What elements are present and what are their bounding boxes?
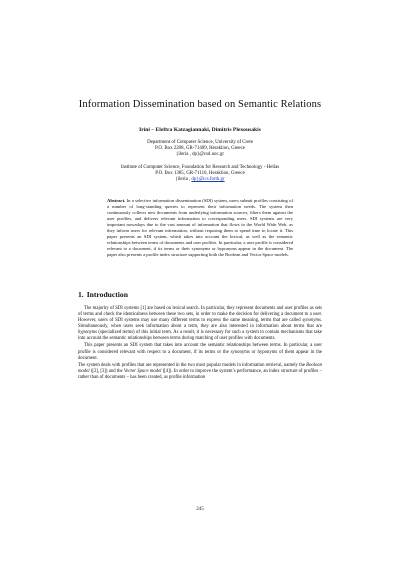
section-heading xyxy=(78,290,128,299)
email-link[interactable]: dp}@ics.forth.gr xyxy=(191,177,225,182)
affiliation-institute-email xyxy=(0,177,400,183)
italic-term: synonyms xyxy=(302,318,321,324)
italic-term: Vector Space model xyxy=(123,368,162,374)
section-number: 1. xyxy=(78,290,84,299)
body-text xyxy=(78,306,322,382)
paragraph xyxy=(78,306,322,342)
paper-title: Information Dissemination based on Semantic Relations xyxy=(78,99,322,110)
email-prefix: {ileria , xyxy=(175,177,192,182)
text-run: ([2], [3]) and the xyxy=(89,368,124,374)
text-run: The system deals with profiles that are represented in the two most popular models in information retrieval, namely the xyxy=(78,362,307,368)
abstract-label: Abstract. xyxy=(107,198,126,203)
affiliation-institute-name: Institute of Computer Science, Foundation for Research and Technology - Hellas xyxy=(120,165,280,170)
affiliation-university xyxy=(0,140,400,158)
paper-authors: Irini – Eleftra Katzagiannaki, Dimitris Plexousakis xyxy=(139,127,261,133)
abstract xyxy=(107,198,293,258)
affiliation-institute xyxy=(0,165,400,183)
affiliation-university-email: {ileria , dp}@csd.uoc.gr xyxy=(176,152,224,157)
page-number: 245 xyxy=(196,507,204,512)
abstract-text: In a selective information dissemination (SDI) system, users submit profiles consisting of a number of long-standing queries to represent their information needs. The system then continuously collects new documents from underlying information sources, filters them against the user profiles, and delivers relevant information to corresponding users. SDI systems are very important nowadays due to the vast amount of information that flows in the World Wide Web, as they inform users for relevant information, without requiring them to spend time to locate it. This paper presents an SDI system, which takes into account the lexical, as well as the semantic relationships between terms of documents and user profiles. In particular, a user profile is considered relevant to a document, if its terms or their synonyms or hyponyms appear in the document. The paper also presents a profile index structure supporting both the Boolean and Vector Space models. xyxy=(107,198,293,257)
italic-term: Boolean model xyxy=(78,362,322,374)
italic-term: hyponyms xyxy=(78,330,97,336)
section-title: Introduction xyxy=(86,290,128,299)
text-run: (specialized terms) of this initial term. As a result, it is necessary for such a system to contain mechanisms that take into account the semantic relationships between terms during matching of user profiles with documents. xyxy=(78,330,322,342)
text-run: ([4]). In order to improve the system’s performance, an index structure of profiles – rather than of documents – has been created, as profile information xyxy=(78,368,322,380)
affiliation-institute-address: P.O. Box 1385, GR-71110, Heraklion, Greece xyxy=(155,171,245,176)
paragraph: This paper presents an SDI system that takes into account the semantic relationships between terms. In particular, a user profile is considered relevant with respect to a document, if its terms or the synonyms or hyponyms of them appear in the document. xyxy=(78,343,322,361)
text-run: The majority of SDI systems [1] are based on lexical search. In particular, they represent documents and user profiles as sets of terms and check the identicalness between these two sets, in order to make the decision for delivering a document to a user. However, users of SDI systems may use many different terms to express the same meaning, terms that are called xyxy=(78,306,322,324)
text-run: . Simultaneously, when users seek information about a term, they are also interested in information about terms that are xyxy=(78,318,322,330)
affiliation-university-dept: Department of Computer Science, University of Crete xyxy=(147,140,253,145)
affiliation-university-address: P.O. Box 2208, GR-71409, Heraklion, Greece xyxy=(155,146,245,151)
paragraph xyxy=(78,363,322,381)
